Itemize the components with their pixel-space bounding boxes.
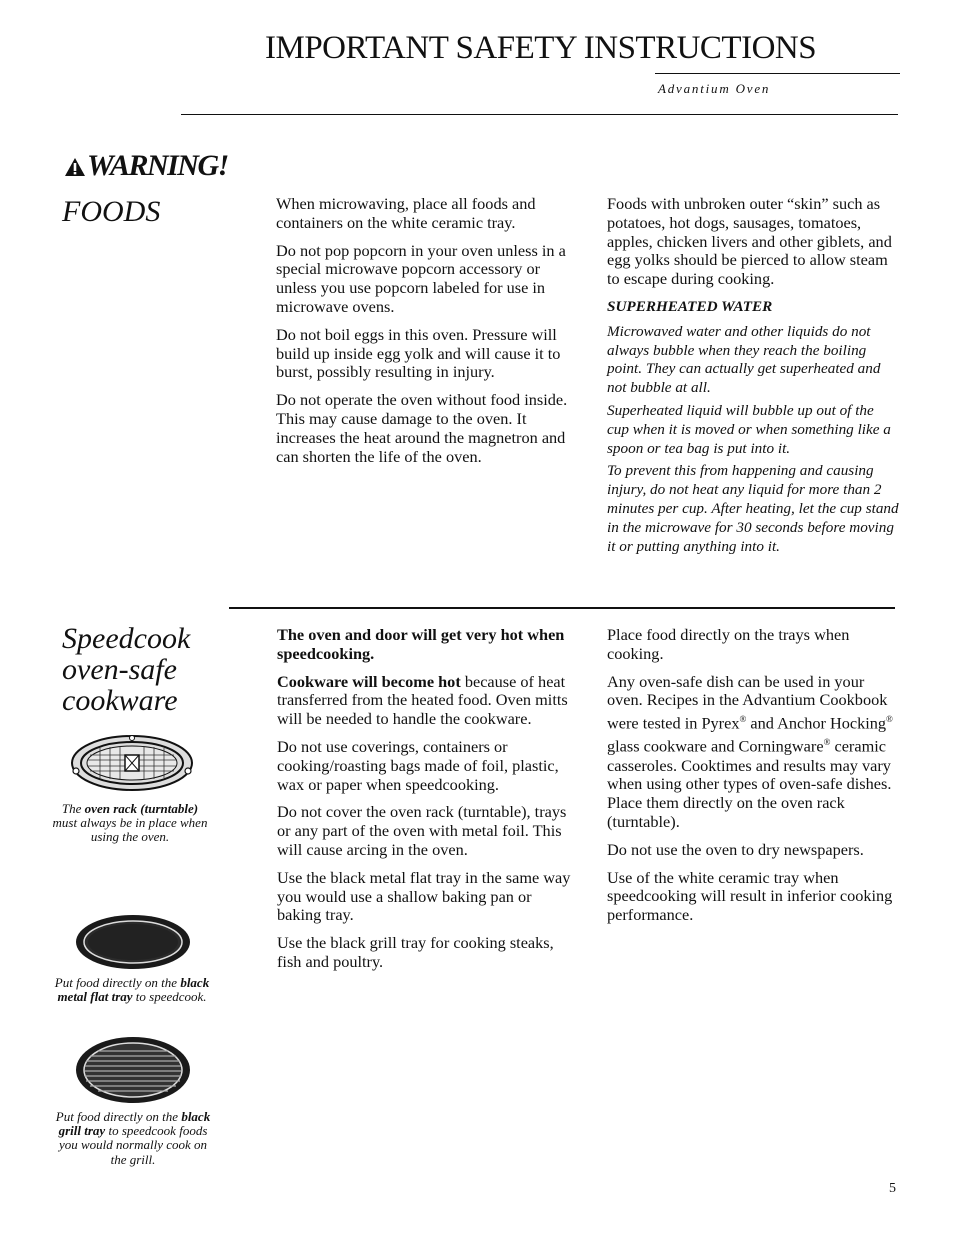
oven-rack-illustration [70, 733, 194, 793]
foods-paragraph: When microwaving, place all foods and containers on the white ceramic tray. [276, 194, 536, 232]
flat-tray-caption: Put food directly on the black metal flat tray to speedcook. [54, 975, 210, 1005]
foods-paragraph: Do not operate the oven without food inside. This may cause damage to the oven. It increases the heat around the magnetron and can shorten the life of the oven. [276, 390, 568, 466]
section-divider [229, 607, 895, 609]
foods-column-1 [276, 195, 568, 475]
speedcook-paragraph: Do not use the oven to dry newspapers. [607, 839, 864, 859]
foods-paragraph: Do not boil eggs in this oven. Pressure will build up inside egg yolk and will cause it to burst, possibly resulting in injury. [276, 324, 561, 382]
foods-skin-paragraph: Foods with unbroken outer “skin” such as potatoes, hot dogs, sausages, tomatoes, apples, chicken livers and other giblets, and egg yolks should be pierced to allow steam to escape during cooking. [607, 194, 892, 289]
page-number: 5 [889, 1181, 896, 1196]
foods-column-2 [607, 195, 899, 560]
speedcook-paragraph: Use the black grill tray for cooking steaks, fish and poultry. [277, 933, 554, 971]
flat-tray-illustration [74, 913, 192, 971]
speedcook-heading: Speedcook oven-safe cookware [62, 622, 191, 717]
speedcook-column-1 [277, 626, 571, 981]
speedcook-cookware-paragraph: Any oven-safe dish can be used in your oven. Recipes in the Advantium Cookbook were tested in Pyrex® and Anchor Hocking® glass cookware and Corningware® ceramic casseroles. Cooktimes and results may vary when using other types of oven-safe dishes. Place them directly on the oven rack (turntable). [607, 671, 893, 832]
warning-triangle-icon [64, 157, 86, 177]
foods-paragraph: Do not pop popcorn in your oven unless in a special microwave popcorn accessory or unless you use popcorn labeled for use in microwave ovens. [276, 240, 566, 316]
page-subtitle: Advantium Oven [658, 81, 771, 96]
speedcook-column-2 [607, 626, 899, 934]
speedcook-paragraph: Do not use coverings, containers or cooking/roasting bags made of foil, plastic, wax or paper when speedcooking. [277, 736, 559, 794]
superheated-paragraph: Microwaved water and other liquids do not always bubble when they reach the boiling point. They can actually get superheated and not bubble at all. [607, 322, 881, 397]
speedcook-paragraph: Cookware will become hot because of heat transferred from the heated food. Oven mitts will be needed to handle the cookware. [277, 671, 568, 729]
header-rule-long [181, 114, 898, 115]
grill-tray-caption: Put food directly on the black grill tray to speedcook foods you would normally cook on the grill. [55, 1109, 211, 1167]
oven-rack-caption: The oven rack (turntable) must always be in place when using the oven. [52, 801, 208, 845]
page-title: IMPORTANT SAFETY INSTRUCTIONS [265, 30, 817, 66]
speedcook-paragraph: Use the black metal flat tray in the same way you would use a shallow baking pan or baking tray. [277, 867, 571, 925]
superheated-water-heading: SUPERHEATED WATER [607, 297, 773, 315]
speedcook-paragraph: Place food directly on the trays when cooking. [607, 625, 850, 663]
warning-text: WARNING! [87, 149, 228, 182]
superheated-paragraph: Superheated liquid will bubble up out of the cup when it is moved or when something like a spoon or tea bag is put into it. [607, 401, 891, 457]
superheated-paragraph: To prevent this from happening and causing injury, do not heat any liquid for more than 2 minutes per cup. After heating, let the cup stand in the microwave for 30 seconds before moving it or putting anything into it. [607, 462, 899, 555]
speedcook-paragraph: Use of the white ceramic tray when speedcooking will result in inferior cooking performance. [607, 867, 893, 925]
header-rule-short [655, 73, 900, 74]
foods-heading: FOODS [62, 195, 161, 228]
speedcook-paragraph: Do not cover the oven rack (turntable), trays or any part of the oven with metal foil. This will cause arcing in the oven. [277, 802, 567, 859]
speedcook-hot-warning: The oven and door will get very hot when speedcooking. [277, 625, 565, 663]
grill-tray-illustration [74, 1035, 192, 1105]
warning-label [64, 149, 228, 182]
